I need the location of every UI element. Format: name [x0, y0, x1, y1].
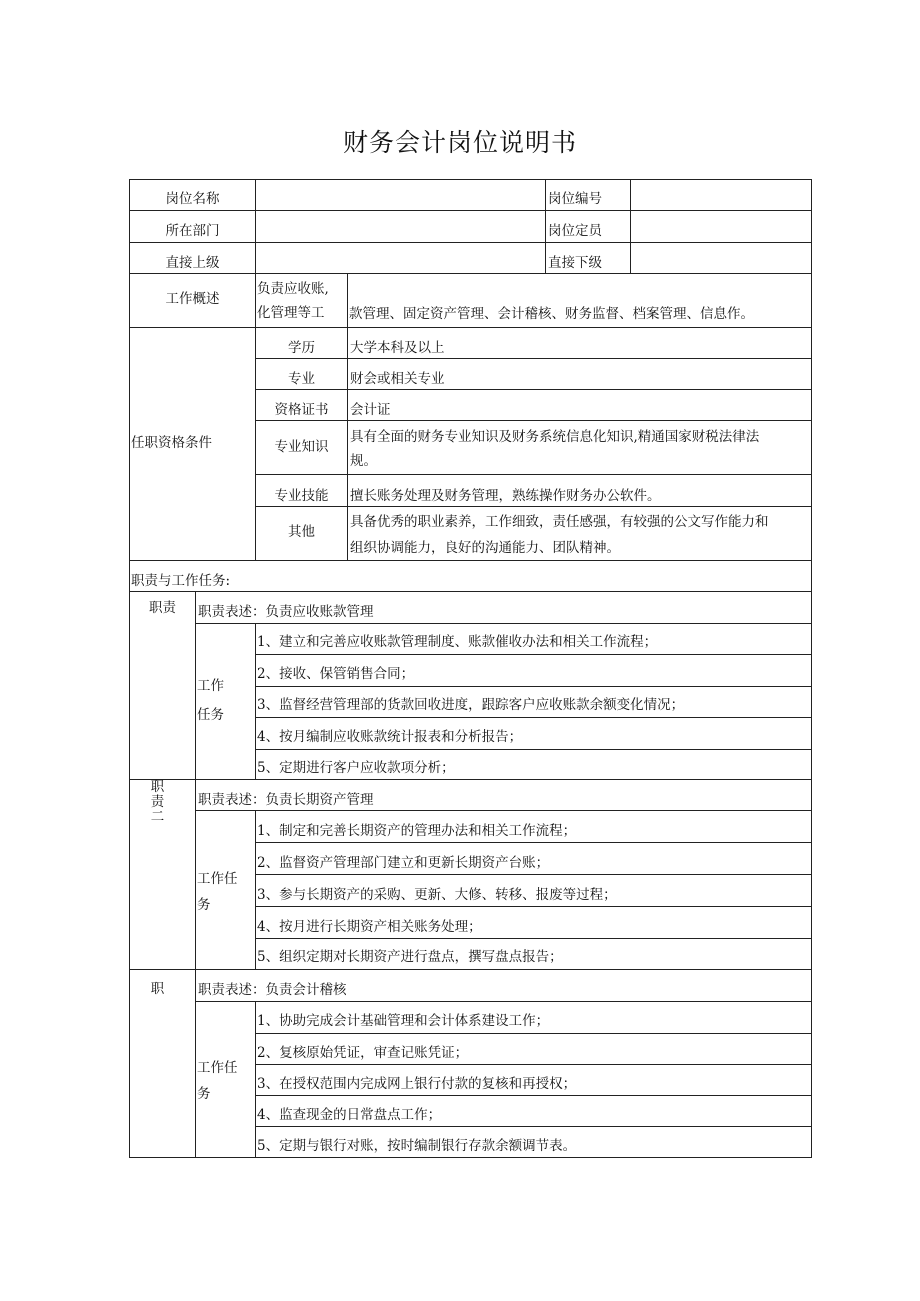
qualification-value-skills: 擅长账务处理及财务管理，熟练操作财务办公软件。: [350, 488, 661, 504]
duty-3-task: 4、监查现金的日常盘点工作；: [257, 1107, 442, 1123]
duty-3-task: 3、在授权范围内完成网上银行付款的复核和再授权；: [257, 1076, 577, 1092]
duty-3-description: 职责表述：负责会计稽核: [198, 982, 347, 998]
duty-1-task-label-1: 工作: [197, 678, 224, 694]
overview-label: 工作概述: [165, 291, 220, 307]
post-quota-label: 岗位定员: [548, 223, 602, 239]
duty-3-label: 职: [150, 981, 165, 997]
department-value[interactable]: [256, 216, 545, 240]
overview-text-left-1: 负责应收账,: [257, 281, 329, 297]
department-label: 所在部门: [165, 223, 220, 239]
duty-2-task: 3、参与长期资产的采购、更新、大修、转移、报废等过程；: [257, 887, 617, 903]
duty-2-task: 5、组织定期对长期资产进行盘点，撰写盘点报告；: [257, 949, 563, 965]
duty-3-task: 1、协助完成会计基础管理和会计体系建设工作；: [257, 1013, 550, 1029]
subordinate-value[interactable]: [631, 248, 811, 272]
qualification-label-certificate: 资格证书: [274, 402, 329, 418]
duty-1-task: 2、接收、保管销售合同；: [257, 666, 415, 682]
duty-1-task: 1、建立和完善应收账款管理制度、账款催收办法和相关工作流程；: [257, 634, 658, 650]
qualifications-label: 任职资格条件: [131, 435, 212, 451]
qualification-value-education: 大学本科及以上: [350, 340, 445, 356]
qualification-value-certificate: 会计证: [350, 402, 391, 418]
qualification-label-other: 其他: [288, 524, 315, 540]
duty-1-task-label-2: 任务: [197, 707, 224, 723]
duty-3-task: 2、复核原始凭证，审查记账凭证；: [257, 1045, 469, 1061]
duty-1-task: 5、定期进行客户应收款项分析；: [257, 760, 455, 776]
page-title: 财务会计岗位说明书: [342, 128, 577, 157]
post-name-value[interactable]: [256, 185, 545, 209]
duties-heading: 职责与工作任务:: [131, 573, 231, 589]
qualification-label-major: 专业: [288, 371, 315, 387]
duty-2-label-3: 二: [150, 809, 165, 825]
qualification-label-skills: 专业技能: [274, 488, 329, 504]
duty-1-task: 3、监督经营管理部的货款回收进度，跟踪客户应收账款余额变化情况；: [257, 697, 685, 713]
duty-2-description: 职责表述：负责长期资产管理: [198, 792, 374, 808]
duty-2-task: 1、制定和完善长期资产的管理办法和相关工作流程；: [257, 823, 577, 839]
qualification-value-major: 财会或相关专业: [350, 371, 445, 387]
qualification-value-other-1: 具备优秀的职业素养，工作细致，责任感强，有较强的公文写作能力和: [350, 514, 769, 530]
post-no-label: 岗位编号: [548, 191, 602, 207]
duty-3-task-label-2: 务: [197, 1086, 211, 1102]
duty-2-task-label-2: 务: [197, 897, 211, 913]
overview-text-right: 款管理、固定资产管理、会计稽核、财务监督、档案管理、信息作。: [349, 306, 754, 322]
duty-2-task: 4、按月进行长期资产相关账务处理；: [257, 919, 482, 935]
qualification-label-education: 学历: [288, 340, 315, 356]
duty-3-task: 5、定期与银行对账，按时编制银行存款余额调节表。: [257, 1138, 577, 1154]
qualification-value-knowledge-2: 规。: [350, 453, 377, 469]
overview-text-left-2: 化管理等工: [257, 305, 325, 321]
duty-2-task-label-1: 工作任: [197, 871, 238, 887]
subordinate-label: 直接下级: [548, 255, 602, 271]
duty-1-description: 职责表述：负责应收账款管理: [198, 604, 374, 620]
duty-2-label-1: 职: [150, 779, 165, 795]
duty-3-task-label-1: 工作任: [197, 1060, 238, 1076]
post-name-label: 岗位名称: [165, 191, 220, 207]
duty-2-label-2: 责: [150, 794, 165, 810]
superior-value[interactable]: [256, 248, 545, 272]
post-quota-value[interactable]: [631, 216, 811, 240]
duty-1-task: 4、按月编制应收账款统计报表和分析报告；: [257, 729, 523, 745]
duty-2-task: 2、监督资产管理部门建立和更新长期资产台账；: [257, 855, 550, 871]
post-no-value[interactable]: [631, 185, 811, 209]
superior-label: 直接上级: [165, 255, 220, 271]
duty-1-label: 职责: [149, 600, 176, 616]
qualification-label-knowledge: 专业知识: [274, 439, 329, 455]
qualification-value-knowledge-1: 具有全面的财务专业知识及财务系统信息化知识,精通国家财税法律法: [350, 429, 760, 445]
qualification-value-other-2: 组织协调能力，良好的沟通能力、团队精神。: [350, 540, 620, 556]
